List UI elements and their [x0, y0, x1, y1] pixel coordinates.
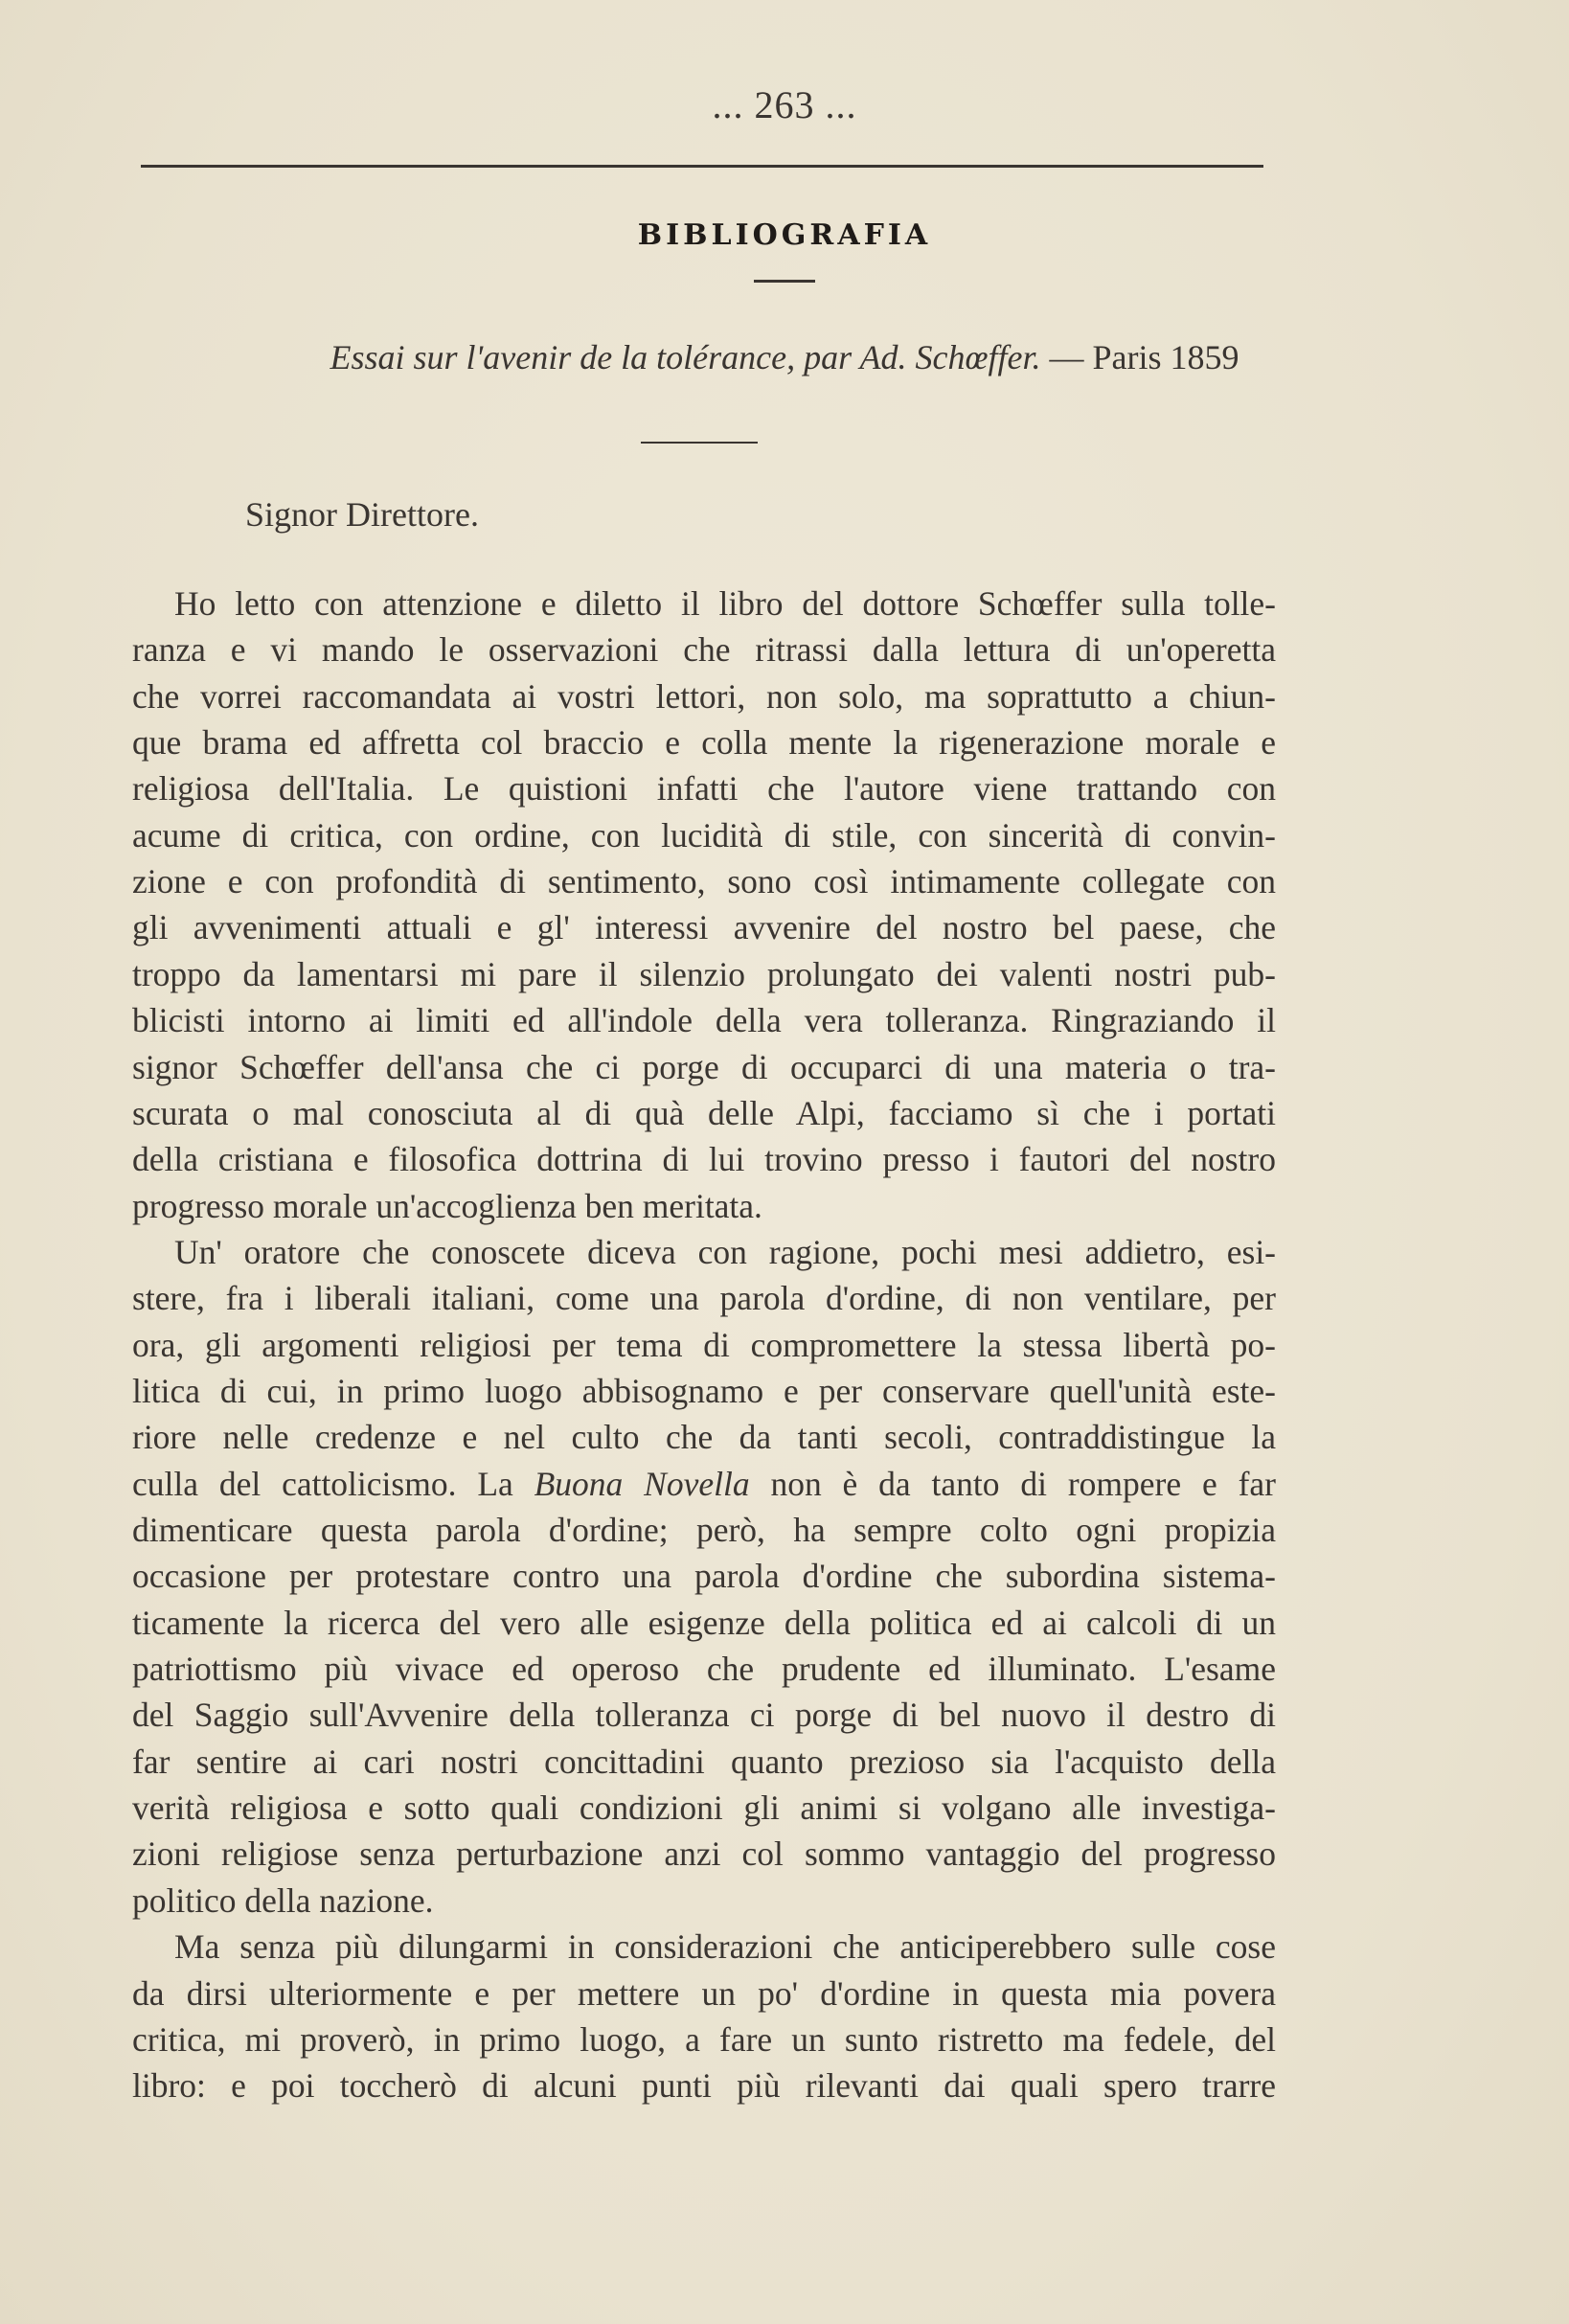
body-text-line: politico della nazione. — [132, 1880, 434, 1920]
header-rule — [141, 165, 1263, 168]
body-text-line: acume di critica, con ordine, con lucidità di stile, con sincerità di convin- — [132, 815, 1276, 854]
body-text-line: patriottismo più vivace ed operoso che prudente ed illuminato. L'esame — [132, 1650, 1276, 1689]
body-text-line: Ma senza più dilungarmi in considerazioni che anticiperebbero sulle cose — [174, 1927, 1276, 1967]
reviewed-work-title: Essai sur l'avenir de la tolérance, par Ad. Schœffer. — [330, 338, 1041, 376]
body-text-line: riore nelle credenze e nel culto che da tanti secoli, contraddistingue la — [132, 1418, 1276, 1457]
body-text-line: que brama ed affretta col braccio e colla mente la rigenerazione morale e — [132, 723, 1276, 763]
body-text-line — [132, 1461, 1276, 1507]
body-text-line: della cristiana e filosofica dottrina di lui trovino presso i fautori del nostro — [132, 1140, 1276, 1179]
body-text-line: litica di cui, in primo luogo abbisognamo e per conservare quell'unità este- — [132, 1371, 1276, 1410]
body-text-line: ranza e vi mando le osservazioni che ritrassi dalla lettura di un'operetta — [132, 630, 1276, 670]
body-text-line: gli avvenimenti attuali e gl' interessi avvenire del nostro bel paese, che — [132, 908, 1276, 947]
title-underline — [754, 280, 815, 283]
body-text-line: ora, gli argomenti religiosi per tema di compromettere la stessa libertà po- — [132, 1325, 1276, 1364]
section-title: BIBLIOGRAFIA — [637, 218, 932, 252]
body-text-line: far sentire ai cari nostri concittadini quanto prezioso sia l'acquisto della — [132, 1742, 1276, 1781]
review-heading — [0, 337, 1569, 377]
body-text-line: scurata o mal conosciuta al di quà delle Alpi, facciamo sì che i portati — [132, 1093, 1276, 1132]
body-text-line: libro: e poi toccherò di alcuni punti più rilevanti dai quali spero trarre — [132, 2066, 1276, 2106]
body-text-line: signor Schœffer dell'ansa che ci porge di occuparci di una materia o tra- — [132, 1047, 1276, 1086]
body-text-line: ticamente la ricerca del vero alle esigenze della politica ed ai calcoli di un — [132, 1603, 1276, 1642]
body-text-line: Un' oratore che conoscete diceva con ragione, pochi mesi addietro, esi- — [174, 1232, 1276, 1271]
body-text-line: religiosa dell'Italia. Le quistioni infatti che l'autore viene trattando con — [132, 769, 1276, 809]
body-text-line: dimenticare questa parola d'ordine; però, ha sempre colto ogni propizia — [132, 1511, 1276, 1549]
salutation: Signor Direttore. — [245, 495, 479, 534]
body-text-line: verità religiosa e sotto quali condizioni gli animi si volgano alle investiga- — [132, 1789, 1276, 1828]
page-number: ... 263 ... — [712, 83, 857, 126]
heading-separator — [641, 442, 758, 444]
publication-place-date: — Paris 1859 — [1049, 338, 1239, 376]
body-text-line: occasione per protestare contro una parola d'ordine che subordina sistema- — [132, 1557, 1276, 1596]
journal-title: Buona Novella — [534, 1464, 750, 1503]
body-text-line: progresso morale un'accoglienza ben meritata. — [132, 1186, 762, 1225]
body-text-line: da dirsi ulteriormente e per mettere un po' d'ordine in questa mia povera — [132, 1973, 1276, 2013]
body-text-line: stere, fra i liberali italiani, come una parola d'ordine, di non ventilare, per — [132, 1279, 1276, 1318]
body-text-line: Ho letto con attenzione e diletto il libro del dottore Schœffer sulla tolle- — [174, 584, 1276, 623]
body-text-line: zioni religiose senza perturbazione anzi col sommo vantaggio del progresso — [132, 1834, 1276, 1874]
line-text: non è da tanto di rompere e far — [749, 1464, 1276, 1503]
body-text-line: critica, mi proverò, in primo luogo, a fare un sunto ristretto ma fedele, del — [132, 2019, 1276, 2059]
body-text-line: che vorrei raccomandata ai vostri lettori, non solo, ma soprattutto a chiun- — [132, 676, 1276, 716]
line-text: culla del cattolicismo. La — [132, 1464, 534, 1503]
body-text-line: blicisti intorno ai limiti ed all'indole della vera tolleranza. Ringraziando il — [132, 1001, 1276, 1040]
body-text-line: troppo da lamentarsi mi pare il silenzio prolungato dei valenti nostri pub- — [132, 954, 1276, 993]
body-text-line: zione e con profondità di sentimento, sono così intimamente collegate con — [132, 862, 1276, 901]
body-text-line: del Saggio sull'Avvenire della tolleranza ci porge di bel nuovo il destro di — [132, 1696, 1276, 1735]
